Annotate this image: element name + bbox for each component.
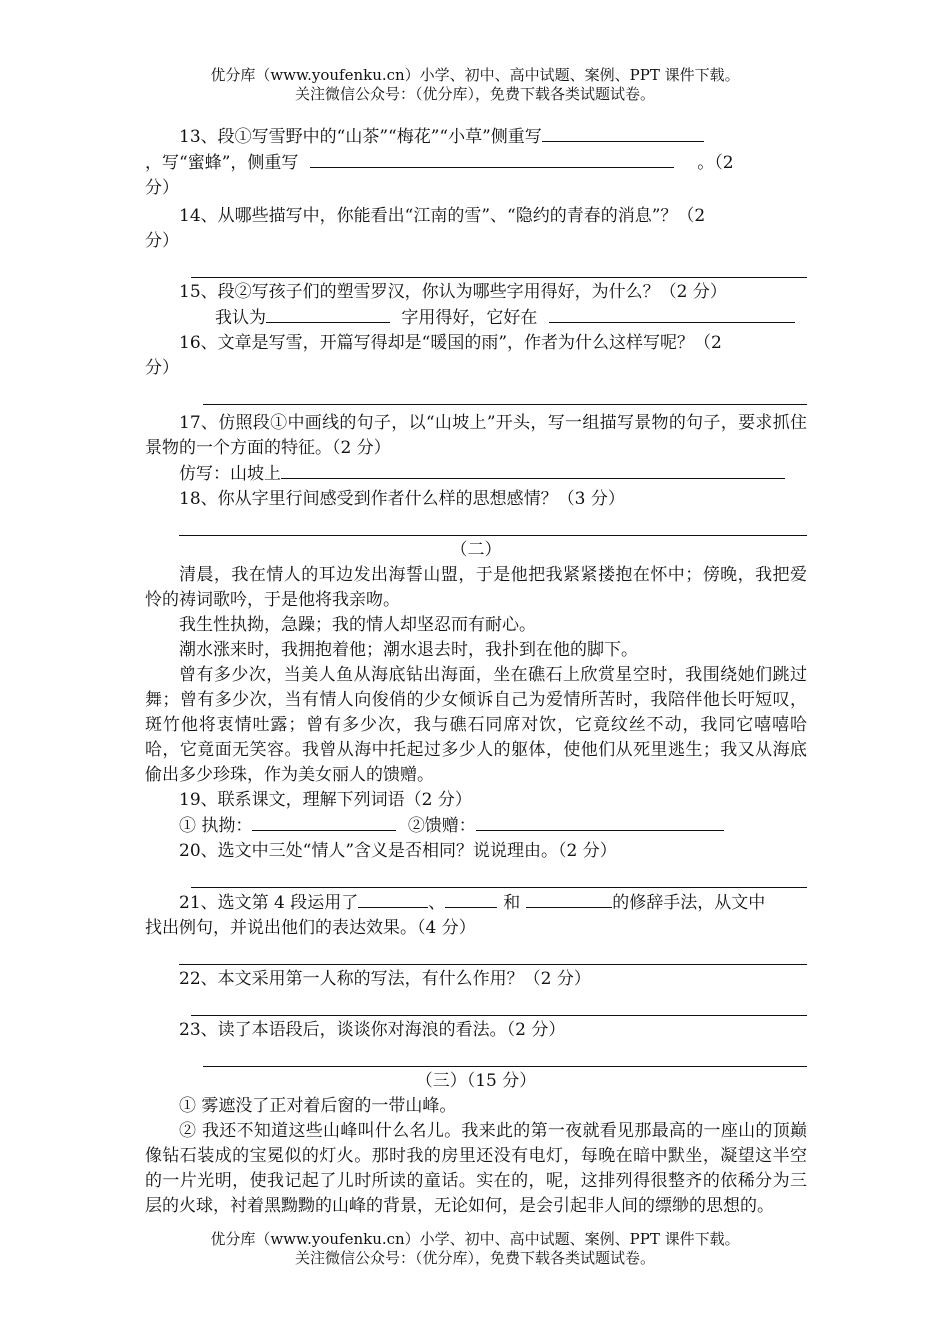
section-2-paragraph-1: 清晨，我在情人的耳边发出海誓山盟，于是他把我紧紧搂抱在怀中；傍晚，我把爱怜的祷词歌吟，于是他将我亲吻。: [145, 565, 807, 610]
q21-text-a2: 、: [428, 893, 446, 913]
q19-line-2: [145, 813, 807, 839]
answer-line[interactable]: [191, 276, 807, 278]
section-2-title: （二）: [450, 540, 502, 560]
q14-line-1: 14、从哪些描写中，你能看出“江南的雪”、“隐约的青春的消息”？（2: [179, 206, 706, 226]
answer-line[interactable]: [191, 1014, 807, 1016]
q21-text-a1: 21、选文第 4 段运用了: [179, 893, 359, 913]
answer-blank[interactable]: [358, 890, 428, 908]
q21-text-a4: 的修辞手法，从文中: [612, 893, 766, 913]
header-line-1: 优分库（www.youfenku.cn）小学、初中、高中试题、案例、PPT 课件下载。: [210, 66, 740, 84]
exam-body: [145, 124, 807, 1219]
page-footer: [0, 1230, 950, 1268]
footer-line-2: 关注微信公众号：（优分库），免费下载各类试题试卷。: [294, 1249, 655, 1267]
q16-line-2: 分）: [145, 358, 179, 378]
answer-line[interactable]: [179, 534, 807, 536]
answer-blank[interactable]: [542, 124, 704, 142]
answer-blank[interactable]: [445, 890, 497, 908]
section-2-paragraph-4: 曾有多少次，当美人鱼从海底钻出海面，坐在礁石上欣赏星空时，我围绕她们跳过舞；曾有多少次，当有情人向俊俏的少女倾诉自己为爱情所苦时，我陪伴他长吁短叹，斑竹他将衷情吐露；曾有多少次，我与礁石同席对饮，它竟纹丝不动，我同它嘻嘻哈哈，它竟面无笑容。我曾从海中托起过多少人的躯体，使他们从死里逃生；我又从海底偷出多少珍珠，作为美女丽人的馈赠。: [145, 665, 807, 785]
q13-line-1: [145, 124, 807, 150]
q13-text-b: ，写“蜜蜂”，侧重写: [145, 153, 299, 173]
q15-line-1: 15、段②写孩子们的塑雪罗汉，你认为哪些字用得好，为什么？（2 分）: [179, 282, 727, 302]
q17-text-b: 仿写：山坡上: [179, 464, 281, 484]
q15-line-2: [145, 305, 807, 331]
answer-blank[interactable]: [310, 150, 674, 168]
q17-text: 17、仿照段①中画线的句子，以“山坡上”开头，写一组描写景物的句子，要求抓住景物的一个方面的特征。（2 分）: [145, 413, 807, 458]
section-3-title: （三）（15 分）: [415, 1071, 537, 1091]
answer-line[interactable]: [203, 403, 807, 405]
q18-line-1: 18、你从字里行间感受到作者什么样的思想感情？（3 分）: [179, 489, 625, 509]
q19-text-b2: ②馈赠：: [407, 816, 476, 836]
q19-text-b1: ① 执拗：: [179, 816, 253, 836]
answer-line[interactable]: [179, 963, 807, 965]
answer-blank[interactable]: [252, 813, 396, 831]
answer-line[interactable]: [203, 1065, 807, 1067]
q17-line-2: [145, 461, 807, 487]
q14-line-2: 分）: [145, 231, 179, 251]
answer-blank[interactable]: [266, 305, 390, 323]
section-3-paragraph-1: ① 雾遮没了正对着后窗的一带山峰。: [179, 1096, 457, 1116]
section-3-paragraph-2: ② 我还不知道这些山峰叫什么名儿。我来此的第一夜就看见那最高的一座山的顶巅像钻石装成的宝冕似的灯火。那时我的房里还没有电灯，每晚在暗中默坐，凝望这半空的一片光明，使我记起了儿时所读的童话。实在的，呢，这排列得很整齐的依稀分为三层的火球，衬着黑黝黝的山峰的背景，无论如何，是会引起非人间的缥缈的思想的。: [145, 1121, 807, 1216]
q22-line-1: 22、本文采用第一人称的写法，有什么作用？（2 分）: [179, 969, 591, 989]
q21-line-1: [145, 890, 807, 916]
q23-line-1: 23、读了本语段后，谈谈你对海浪的看法。（2 分）: [179, 1020, 566, 1040]
q13-line-3: 分）: [145, 178, 179, 198]
answer-blank[interactable]: [526, 890, 612, 908]
q13-text-c: 。（2: [697, 153, 734, 173]
q15-text-b2: 字用得好，它好在: [401, 308, 538, 328]
page-header: [0, 66, 950, 104]
q16-line-1: 16、文章是写雪，开篇写得却是“暖国的雨”，作者为什么这样写呢？（2: [179, 333, 722, 353]
section-2-paragraph-2: 我生性执拗，急躁；我的情人却坚忍而有耐心。: [179, 615, 536, 635]
answer-blank[interactable]: [476, 813, 724, 831]
q15-text-b1: 我认为: [215, 308, 266, 328]
footer-line-1: 优分库（www.youfenku.cn）小学、初中、高中试题、案例、PPT 课件下载。: [210, 1230, 740, 1248]
q19-line-1: 19、联系课文，理解下列词语（2 分）: [179, 790, 472, 810]
q20-line-1: 20、选文中三处“情人”含义是否相同？说说理由。（2 分）: [179, 841, 617, 861]
q13-line-2: [145, 150, 807, 176]
header-line-2: 关注微信公众号：（优分库），免费下载各类试题试卷。: [294, 85, 655, 103]
section-2-paragraph-3: 潮水涨来时，我拥抱着他；潮水退去时，我扑到在他的脚下。: [179, 640, 638, 660]
answer-line[interactable]: [191, 886, 807, 888]
q21-text-a3: 和: [503, 893, 521, 913]
answer-blank[interactable]: [281, 461, 785, 479]
q13-text-a: 13、段①写雪野中的“山茶”“梅花”“小草”侧重写: [179, 127, 542, 147]
answer-blank[interactable]: [549, 305, 795, 323]
q21-line-2: 找出例句，并说出他们的表达效果。（4 分）: [145, 918, 476, 938]
